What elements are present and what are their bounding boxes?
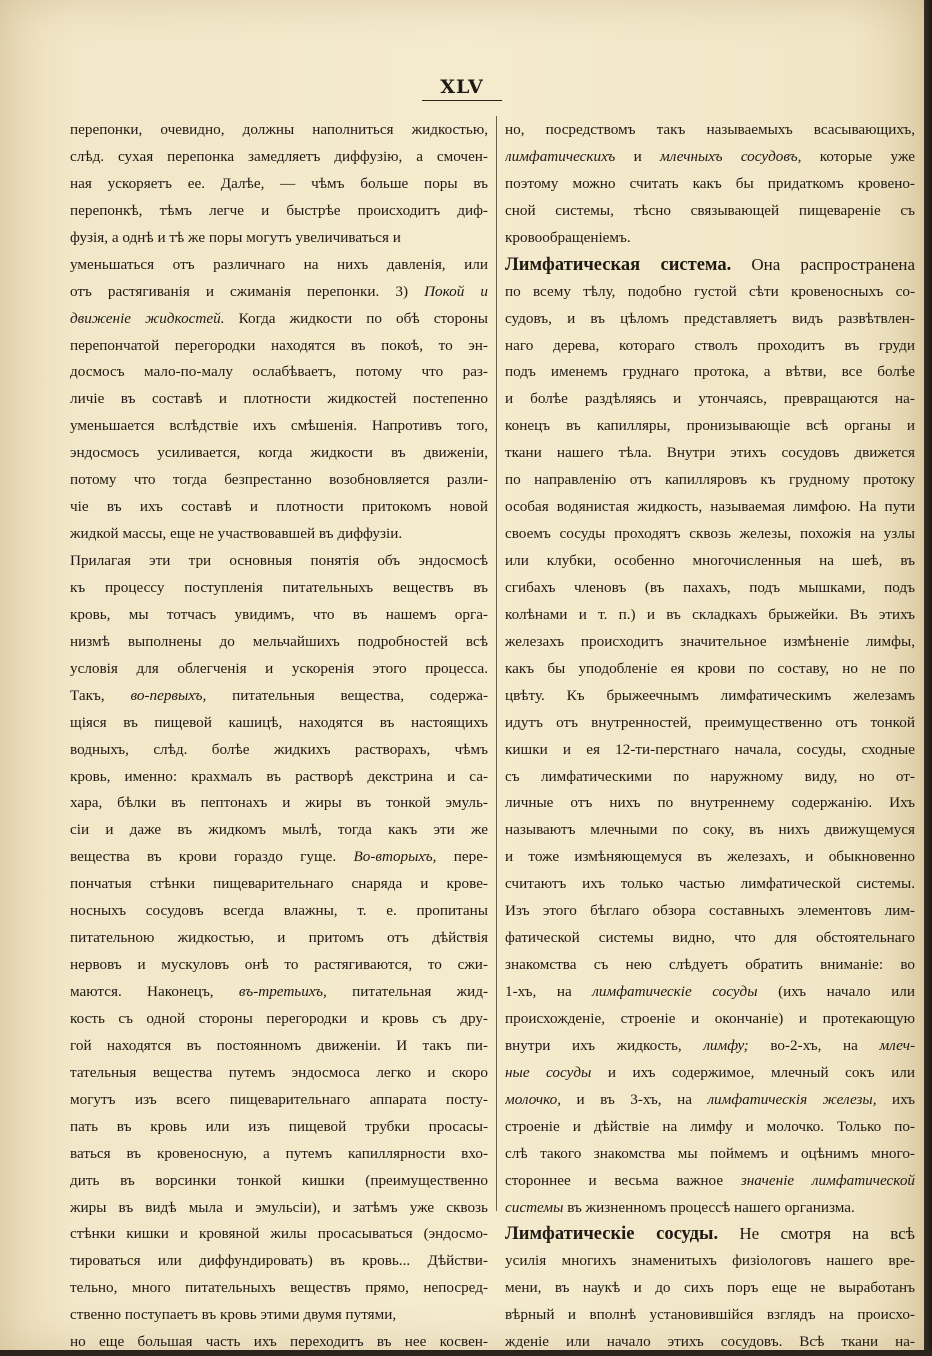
text-run: по всему тѣлу, подобно густой сѣти кровеносныхъ со- <box>505 282 915 300</box>
text-line <box>70 629 488 656</box>
text-line <box>70 1248 488 1275</box>
text-run: происхожденіе, строеніе и окончаніе) и протекающую <box>505 1009 915 1027</box>
text-line <box>70 844 488 871</box>
text-line <box>70 602 488 629</box>
text-line <box>505 1221 915 1248</box>
text-run: фатической системы видно, что для обстоятельнаго <box>505 929 915 947</box>
text-line <box>70 737 488 764</box>
text-run: особая водянистая жидкость, называемая лимфою. На пути <box>505 498 915 516</box>
italic-phrase: въ-третьихъ, <box>238 983 327 1000</box>
text-line <box>70 1033 488 1060</box>
text-line <box>70 683 488 710</box>
text-line <box>505 1141 915 1168</box>
italic-phrase: во-первыхъ, <box>130 686 207 704</box>
text-run: сной системы, тѣсно связывающей пищевареніе съ <box>505 201 915 219</box>
text-line <box>70 1006 488 1033</box>
text-run: внутри ихъ жидкость, <box>505 1036 704 1054</box>
text-line <box>70 144 488 171</box>
text-line <box>70 925 488 952</box>
text-line <box>505 1060 915 1087</box>
italic-phrase: млечныхъ сосудовъ, <box>660 147 802 165</box>
text-run: и ихъ содержимое, млечный сокъ или <box>591 1063 915 1081</box>
text-line <box>70 413 488 440</box>
text-run: пончатыя стѣнки пищеварительнаго снаряда и крове- <box>70 875 488 893</box>
text-run: называютъ млечными по соку, въ нихъ движущемуся <box>505 821 915 839</box>
text-line <box>505 198 915 225</box>
text-run: эндосмосъ усиливается, когда жидкости въ движеніи, <box>70 444 488 462</box>
text-run: пать въ кровь или изъ пищевой трубки просасы- <box>70 1117 488 1135</box>
text-run: съ лимфатическими по наружному виду, но от- <box>505 767 915 785</box>
text-run: Она распространена <box>731 254 915 274</box>
text-line <box>505 629 915 656</box>
text-run: въ жизненномъ процессѣ нашего организма. <box>563 1198 855 1216</box>
text-run: и <box>615 147 660 165</box>
section-heading: Лимфатическіе сосуды. <box>505 1224 719 1245</box>
text-run: перепонки, очевидно, должны наполниться жидкостью, <box>70 121 488 138</box>
text-run: считаютъ ихъ только частью лимфатической системы. <box>505 875 915 893</box>
text-line <box>505 171 915 198</box>
text-run: ваться въ кровеносную, а путемъ капиллярности вхо- <box>70 1144 488 1162</box>
page-header <box>0 76 924 101</box>
text-line <box>505 306 915 333</box>
text-run: Изъ этого бѣглаго обзора составныхъ элементовъ лим- <box>505 902 915 920</box>
text-line <box>505 844 915 871</box>
italic-phrase: движеніе жидкостей. <box>70 309 225 327</box>
text-line <box>505 225 915 252</box>
text-line <box>70 117 488 144</box>
text-line <box>505 790 915 817</box>
text-line <box>505 817 915 844</box>
text-run: кишки и ея 12-ти-перстнаго начала, сосуды, сходные <box>505 740 915 758</box>
text-run: сіи и даже въ жидкомъ мылѣ, тогда какъ эти же <box>70 821 488 839</box>
text-line <box>505 1006 915 1033</box>
text-run: во-2-хъ, на <box>748 1036 880 1054</box>
text-run: носныхъ сосудовъ всегда влажны, т. е. пропитаны <box>70 902 488 920</box>
text-line <box>70 656 488 683</box>
text-line <box>70 1168 488 1195</box>
text-run: (ихъ начало или <box>757 983 915 1000</box>
italic-phrase: значеніе лимфатической <box>740 1171 915 1189</box>
text-run: досмосъ мало-по-малу ослабѣваетъ, потому что раз- <box>70 363 488 381</box>
text-run: сгибахъ членовъ (въ пахахъ, подъ мышками, подъ <box>505 578 915 596</box>
text-run: кровь, мы тотчасъ увидимъ, что въ нашемъ орга- <box>70 605 488 623</box>
text-line <box>70 359 488 386</box>
text-run: къ процессу поступленія питательныхъ веществъ въ <box>70 578 488 596</box>
page-edge <box>924 0 932 1350</box>
text-line <box>505 359 915 386</box>
text-run: ственно поступаетъ въ кровь этими двумя путями, <box>70 1306 397 1324</box>
text-line <box>505 656 915 683</box>
text-run: питательная жид- <box>326 983 488 1000</box>
text-line <box>505 1114 915 1141</box>
text-line <box>505 252 915 279</box>
text-line <box>70 1329 488 1356</box>
text-line <box>70 333 488 360</box>
text-line <box>70 979 488 1006</box>
italic-phrase: млеч- <box>879 1036 915 1054</box>
text-line <box>70 1114 488 1141</box>
text-line <box>505 979 915 1006</box>
text-run: строеніе и дѣйствіе на лимфу и молочко. Только по- <box>505 1117 915 1135</box>
text-line <box>505 898 915 925</box>
text-run: перепончатой перегородки находятся въ покоѣ, то эн- <box>70 336 488 354</box>
italic-phrase: ные сосуды <box>505 1063 592 1081</box>
page-number: XLV <box>422 76 502 101</box>
column-divider <box>496 116 497 1211</box>
text-run: или клубки, особенно многочисленныя на шеѣ, въ <box>505 552 915 569</box>
text-line <box>70 1195 488 1222</box>
text-line <box>505 494 915 521</box>
text-run: Прилагая эти три основныя понятія объ эндосмосѣ <box>70 552 488 569</box>
text-line <box>70 1060 488 1087</box>
text-run: и болѣе раздѣляясь и утончаясь, превращаются на- <box>505 390 915 408</box>
text-run: но, посредствомъ такъ называемыхъ всасывающихъ, <box>505 121 915 138</box>
text-run: чіе въ ихъ составѣ и плотности притокомъ новой <box>70 498 488 516</box>
text-run: подъ именемъ груднаго протока, а вѣтви, все болѣе <box>505 363 915 381</box>
text-run: усилія многихъ знаменитыхъ физіологовъ нашего вре- <box>505 1252 915 1270</box>
text-line <box>505 1275 915 1302</box>
text-run: ткани нашего тѣла. Внутри этихъ сосудовъ движется <box>505 444 915 462</box>
text-run: какъ бы уподобленіе ея крови по составу, но не по <box>505 659 915 677</box>
text-line <box>70 790 488 817</box>
text-line <box>505 440 915 467</box>
text-line <box>505 952 915 979</box>
text-run: дить въ ворсинки тонкой кишки (преимущественно <box>70 1171 488 1189</box>
text-line <box>70 440 488 467</box>
text-run: кровообращеніемъ. <box>505 228 631 246</box>
text-run: хара, бѣлки въ пептонахъ и жиры въ тонкой эмуль- <box>70 794 488 812</box>
text-line <box>505 710 915 737</box>
text-run: гой находятся въ постоянномъ движеніи. И такъ пи- <box>70 1036 488 1054</box>
italic-phrase: молочко, <box>505 1090 562 1108</box>
text-run: отъ растягиванія и сжиманія перепонки. 3) <box>70 282 425 300</box>
text-run: наго дерева, котораго стволъ проходитъ въ груди <box>505 336 915 354</box>
text-line <box>70 898 488 925</box>
text-line <box>505 1329 915 1356</box>
text-line <box>70 386 488 413</box>
text-line <box>70 764 488 791</box>
text-line <box>505 413 915 440</box>
text-run: мени, въ наукѣ и до сихъ поръ еще не выработанъ <box>505 1279 915 1297</box>
text-line <box>70 817 488 844</box>
text-line <box>70 198 488 225</box>
text-line <box>505 1033 915 1060</box>
text-line <box>505 521 915 548</box>
text-run: уменьшается вслѣдствіе ихъ смѣшенія. Напротивъ того, <box>70 417 488 435</box>
text-run: щіяся въ пищевой кашицѣ, находятся въ настоящихъ <box>70 713 488 731</box>
text-run: кость съ одной стороны перегородки и кровь съ дру- <box>70 1009 488 1027</box>
text-run: стѣнки кишки и кровяной жилы просасываться (эндосмо- <box>70 1225 488 1243</box>
text-line <box>505 279 915 306</box>
text-run: своемъ сосуды проходятъ сквозь железы, похожія на узлы <box>505 525 915 543</box>
text-line <box>505 1248 915 1275</box>
text-run: цвѣту. Къ брыжеечнымъ лимфатическимъ железамъ <box>505 686 915 704</box>
text-run: вещества въ крови гораздо гуще. <box>70 848 354 866</box>
text-line <box>70 1221 488 1248</box>
text-run: ная ускоряетъ ее. Далѣе, — чѣмъ больше поры въ <box>70 174 488 192</box>
italic-phrase: лимфу; <box>703 1036 749 1054</box>
text-line <box>70 1141 488 1168</box>
text-line <box>505 737 915 764</box>
text-run: водныхъ, слѣд. болѣе жидкихъ растворахъ, чѣмъ <box>70 740 488 758</box>
text-run: судовъ, и въ цѣломъ представляетъ видъ развѣтвлен- <box>505 309 915 327</box>
text-line <box>505 602 915 629</box>
left-column <box>70 117 488 1356</box>
text-line <box>70 494 488 521</box>
text-run: могутъ изъ всего пищеварительнаго аппарата посту- <box>70 1090 488 1108</box>
text-run: уменьшаться отъ различнаго на нихъ давленія, или <box>70 255 488 273</box>
section-heading: Лимфатическая система. <box>505 254 732 275</box>
text-run: жидкой массы, еще не участвовавшей въ диффузіи. <box>70 525 403 543</box>
text-run: фузія, а однѣ и тѣ же поры могутъ увеличиваться и <box>70 228 401 246</box>
text-run: перепонкѣ, тѣмъ легче и быстрѣе происходитъ диф- <box>70 201 488 219</box>
text-run: идутъ отъ внутренностей, преимущественно отъ тонкой <box>505 713 915 731</box>
italic-phrase: Покой и <box>424 282 488 300</box>
text-run: и тоже измѣняющемуся въ железахъ, и обыкновенно <box>505 848 915 866</box>
text-line <box>505 1302 915 1329</box>
text-run: нервовъ и мускуловъ онѣ то растягиваются, то сжи- <box>70 956 488 974</box>
text-run: по направленію отъ капилляровъ къ грудному протоку <box>505 471 915 489</box>
text-run: конецъ въ капилляры, пронизывающіе всѣ органы и <box>505 417 915 435</box>
text-run: кровь, именно: крахмалъ въ растворѣ декстрина и са- <box>70 767 488 785</box>
text-line <box>505 871 915 898</box>
text-line <box>70 306 488 333</box>
text-line <box>70 710 488 737</box>
text-run: маются. Наконецъ, <box>70 983 239 1000</box>
text-run: колѣнами и т. п.) и въ складкахъ брыжейки. Въ этихъ <box>505 605 915 623</box>
text-line <box>505 1087 915 1114</box>
text-line <box>70 871 488 898</box>
text-run: питательною жидкостью, и притомъ отъ дѣйствія <box>70 929 488 947</box>
text-run: слѣ такого знакомства мы поймемъ и оцѣнимъ много- <box>505 1144 915 1162</box>
text-line <box>505 467 915 494</box>
text-run: Не смотря на всѣ <box>718 1224 915 1244</box>
italic-phrase: лимфатическія железы, <box>707 1090 877 1108</box>
text-run: слѣд. сухая перепонка замедляетъ диффузію, а смочен- <box>70 147 488 165</box>
text-line <box>70 1087 488 1114</box>
text-line <box>505 1168 915 1195</box>
text-run: питательныя вещества, содержа- <box>206 686 488 704</box>
text-run: тельно, много питательныхъ веществъ прямо, непосред- <box>70 1279 488 1297</box>
text-run: поэтому можно считать какъ бы придаткомъ кровено- <box>505 174 915 192</box>
text-run: железахъ происходитъ значительное измѣненіе лимфы, <box>505 632 915 650</box>
text-line <box>70 171 488 198</box>
text-run: и въ 3-хъ, на <box>561 1090 708 1108</box>
text-run: потому что тогда безпрестанно возобновляется разли- <box>70 471 488 489</box>
text-line <box>505 764 915 791</box>
text-run: низмѣ выполнены до мельчайшихъ подробностей всѣ <box>70 632 488 650</box>
text-line <box>70 1275 488 1302</box>
text-run: личіе въ составѣ и плотности жидкостей постепенно <box>70 390 488 408</box>
text-run: тательныя вещества путемъ эндосмоса легко и скоро <box>70 1063 488 1081</box>
text-run: ихъ <box>876 1090 915 1108</box>
text-run: но еще большая часть ихъ переходитъ въ нее косвен- <box>70 1333 488 1351</box>
text-run: пере- <box>436 848 488 866</box>
text-line <box>505 548 915 575</box>
text-line <box>70 1302 488 1329</box>
text-line <box>70 548 488 575</box>
text-run: личные отъ нихъ по внутреннему содержанію. Ихъ <box>505 794 915 812</box>
text-run: Такъ, <box>70 686 131 704</box>
text-run: вѣрный и вполнѣ установившійся взглядъ на происхо- <box>505 1306 915 1324</box>
italic-phrase: лимфатическихъ <box>505 147 616 165</box>
text-line <box>70 252 488 279</box>
text-line <box>70 521 488 548</box>
text-run: жиры въ видѣ мыла и эмульсіи), и затѣмъ уже сквозь <box>70 1198 488 1216</box>
italic-phrase: лимфатическіе сосуды <box>592 983 758 1000</box>
text-line <box>70 279 488 306</box>
text-run: стороннее и весьма важное <box>505 1171 741 1189</box>
italic-phrase: Во-вторыхъ, <box>353 848 437 866</box>
text-run: жденіе или начало этихъ сосудовъ. Всѣ ткани на- <box>505 1333 915 1351</box>
text-run: знакомства съ нею слѣдуетъ обратить вниманіе: во <box>505 956 915 974</box>
text-line <box>70 952 488 979</box>
text-run: тироваться или диффундировать) въ кровь... Дѣйстви- <box>70 1252 488 1270</box>
text-line <box>70 467 488 494</box>
text-line <box>70 225 488 252</box>
text-line <box>70 575 488 602</box>
text-line <box>505 333 915 360</box>
text-line <box>505 1195 915 1222</box>
text-line <box>505 386 915 413</box>
text-run: 1-хъ, на <box>505 983 593 1000</box>
italic-phrase: системы <box>505 1198 564 1216</box>
text-line <box>505 117 915 144</box>
right-column <box>505 117 915 1356</box>
text-run: условія для облегченія и ускоренія этого процесса. <box>70 659 488 677</box>
text-line <box>505 925 915 952</box>
text-run: которые уже <box>801 147 915 165</box>
text-line <box>505 575 915 602</box>
text-run: Когда жидкости по обѣ стороны <box>224 309 488 327</box>
text-line <box>505 683 915 710</box>
text-line <box>505 144 915 171</box>
